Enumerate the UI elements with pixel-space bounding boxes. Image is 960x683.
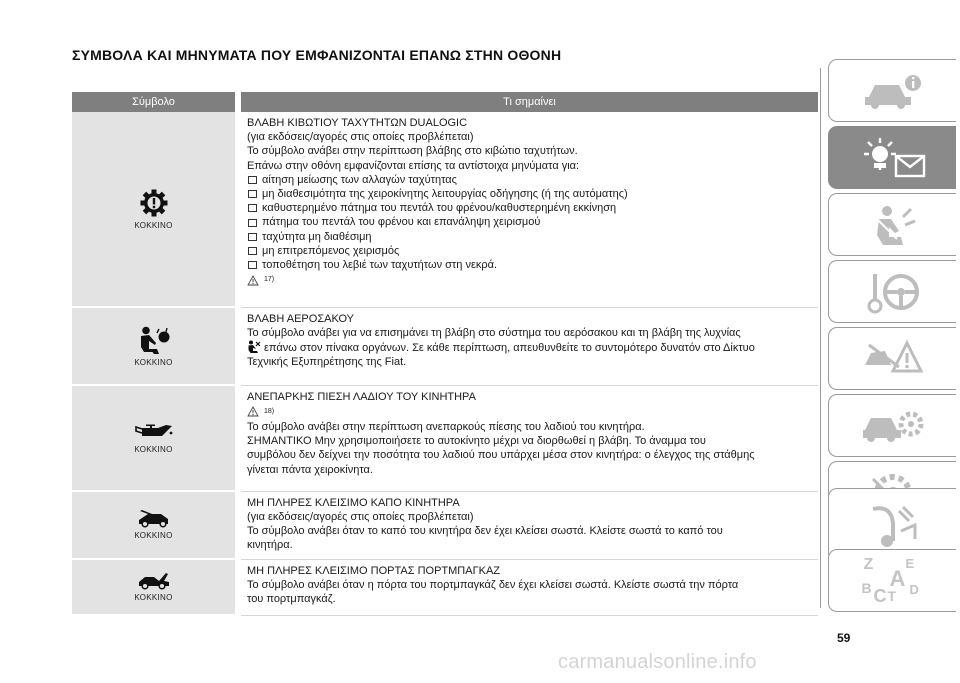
list-item: πάτημα του πεντάλ του φρένου και επανάληψη χειρισμού — [247, 215, 812, 229]
checkbox-bullet-icon — [248, 233, 257, 241]
color-label: ΚΟΚΚΙΝΟ — [134, 358, 173, 367]
airbag-fault-icon — [137, 325, 171, 355]
warning-light-message-icon — [858, 136, 928, 180]
row-line: επάνω στον πίνακα οργάνων. Σε κάθε περίπτωση, απευθυνθείτε το συντομότερο δυνατόν στο Δίκτυο — [247, 340, 812, 355]
row-line: Επάνω στην οθόνη εμφανίζονται επίσης τα αντίστοιχα μηνύματα για: — [247, 159, 580, 172]
side-tab-index[interactable] — [828, 549, 956, 612]
row-title: ΜΗ ΠΛΗΡΕΣ ΚΛΕΙΣΙΜΟ ΠΟΡΤΑΣ ΠΟΡΤΜΠΑΓΚΑΖ — [247, 564, 501, 577]
seat-airbag-icon — [863, 203, 923, 247]
side-tab-warning-lights[interactable] — [828, 126, 956, 189]
side-tab-starting-driving[interactable] — [828, 260, 956, 323]
side-tab-car-info[interactable] — [828, 59, 956, 122]
list-item: ταχύτητα μη διαθέσιμη — [247, 230, 812, 244]
description-cell — [238, 112, 818, 307]
row-line: γίνεται πάντα χειροκίνητα. — [247, 463, 373, 476]
table-row — [72, 307, 818, 385]
symbols-table — [72, 92, 818, 616]
description-cell — [238, 307, 818, 385]
row-line: συμβόλου δεν δείχνει την ποσότητα του λαδιού που υπάρχει μέσα στον κινητήρα: ο έλεγχος της στάθμης — [247, 449, 755, 462]
symbol-cell — [72, 385, 238, 491]
warning-triangle-icon — [247, 406, 259, 417]
car-emergency-icon — [861, 337, 925, 381]
checkbox-bullet-icon — [248, 204, 257, 212]
row-title: ΒΛΑΒΗ ΑΕΡΟΣΑΚΟΥ — [247, 312, 354, 325]
row-line: Το σύμβολο ανάβει για να επισημάνει τη βλάβη στο σύστημα του αερόσακου και τη βλάβη της λυχνίας — [247, 326, 741, 339]
airbag-off-icon — [247, 340, 261, 353]
side-tab-emergency[interactable] — [828, 327, 956, 390]
warning-triangle-icon — [247, 275, 259, 286]
watermark: carmanualsonline.info — [558, 651, 757, 673]
checkbox-bullet-icon — [248, 190, 257, 198]
steering-key-icon — [863, 270, 923, 314]
description-cell — [238, 559, 818, 615]
checkbox-bullet-icon — [248, 247, 257, 255]
symbol-cell — [72, 491, 238, 559]
row-title: ΒΛΑΒΗ ΚΙΒΩΤΙΟΥ ΤΑΧΥΤΗΤΩΝ DUALOGIC — [247, 117, 468, 129]
row-title: ΑΝΕΠΑΡΚΗΣ ΠΙΕΣΗ ΛΑΔΙΟΥ ΤΟΥ ΚΙΝΗΤΗΡΑ — [247, 390, 476, 403]
symbol-cell — [72, 112, 238, 307]
car-info-icon — [861, 71, 925, 111]
row-line: Το σύμβολο ανάβει στην περίπτωση βλάβης στο κιβώτιο ταχυτήτων. — [247, 145, 578, 158]
list-item: μη επιτρεπόμενος χειρισμός — [247, 244, 812, 258]
header-meaning: Τι σημαίνει — [238, 92, 818, 112]
checkbox-bullet-icon — [248, 261, 257, 269]
description-cell — [238, 385, 818, 491]
row-line: (για εκδόσεις/αγορές στις οποίες προβλέπεται) — [247, 510, 474, 523]
color-label: ΚΟΚΚΙΝΟ — [134, 445, 173, 454]
symbol-cell — [72, 559, 238, 615]
row-line: Το σύμβολο ανάβει όταν το καπό του κινητήρα δεν έχει κλείσει σωστά. Κλείστε σωστά το καπό του — [247, 524, 723, 537]
multimedia-icon — [863, 501, 923, 549]
list-item: μη διαθεσιμότητα της χειροκίνητης λειτουργίας οδήγησης (ή της αυτόματης) — [247, 187, 812, 201]
list-item: τοποθέτηση του λεβιέ των ταχυτήτων στη νεκρά. — [247, 258, 812, 272]
symbol-cell — [72, 307, 238, 385]
table-row — [72, 112, 818, 307]
row-title: ΜΗ ΠΛΗΡΕΣ ΚΛΕΙΣΙΜΟ ΚΑΠΟ ΚΙΝΗΤΗΡΑ — [247, 496, 460, 509]
row-line: (για εκδόσεις/αγορές στις οποίες προβλέπεται) — [247, 131, 474, 144]
row-line: Το σύμβολο ανάβει όταν η πόρτα του πορτμπαγκάζ δεν έχει κλείσει σωστά. Κλείστε σωστά την πόρτα — [247, 578, 739, 591]
bonnet-open-icon — [137, 510, 171, 528]
checkbox-bullet-icon — [248, 219, 257, 227]
row-line: Τεχνικής Εξυπηρέτησης της Fiat. — [247, 356, 407, 369]
oil-can-icon — [134, 422, 174, 442]
side-tab-maintenance[interactable] — [828, 394, 956, 457]
table-row — [72, 559, 818, 615]
page-number: 59 — [837, 631, 851, 645]
alphabetical-index-icon: Z E A B C T D — [861, 555, 919, 606]
warning-reference: 17) — [247, 273, 812, 287]
table-header-row — [72, 92, 818, 112]
color-label: ΚΟΚΚΙΝΟ — [134, 221, 173, 230]
row-line: κινητήρα. — [247, 539, 293, 552]
row-line: Το σύμβολο ανάβει στην περίπτωση ανεπαρκούς πίεσης του λαδιού του κινητήρα. — [247, 420, 645, 433]
side-tab-rule — [820, 68, 821, 608]
header-symbol: Σύμβολο — [72, 92, 238, 112]
gearbox-fault-icon — [139, 188, 169, 218]
checkbox-bullet-icon — [248, 176, 257, 184]
page-title: ΣΥΜΒΟΛΑ ΚΑΙ ΜΗΝΥΜΑΤΑ ΠΟΥ ΕΜΦΑΝΙΖΟΝΤΑΙ ΕΠΑΝΩ ΣΤΗΝ ΟΘΟΝΗ — [72, 47, 562, 63]
row-line: ΣΗΜΑΝΤΙΚΟ Μην χρησιμοποιήσετε το αυτοκίνητο μέχρι να διορθωθεί η βλάβη. Το άναμμα του — [247, 435, 706, 448]
description-cell — [238, 491, 818, 559]
table-row — [72, 385, 818, 491]
row-line: του πορτμπαγκάζ. — [247, 592, 336, 605]
color-label: ΚΟΚΚΙΝΟ — [134, 593, 173, 602]
side-tab-safety[interactable] — [828, 193, 956, 256]
color-label: ΚΟΚΚΙΝΟ — [134, 531, 173, 540]
list-item: καθυστερημένο πάτημα του πεντάλ του φρένου/καθυστερημένη εκκίνηση — [247, 201, 812, 215]
warning-reference: 18) — [247, 405, 812, 419]
car-maintenance-icon — [861, 404, 925, 448]
list-item: αίτηση μείωσης των αλλαγών ταχύτητας — [247, 173, 812, 187]
table-row — [72, 491, 818, 559]
boot-open-icon — [137, 572, 171, 590]
